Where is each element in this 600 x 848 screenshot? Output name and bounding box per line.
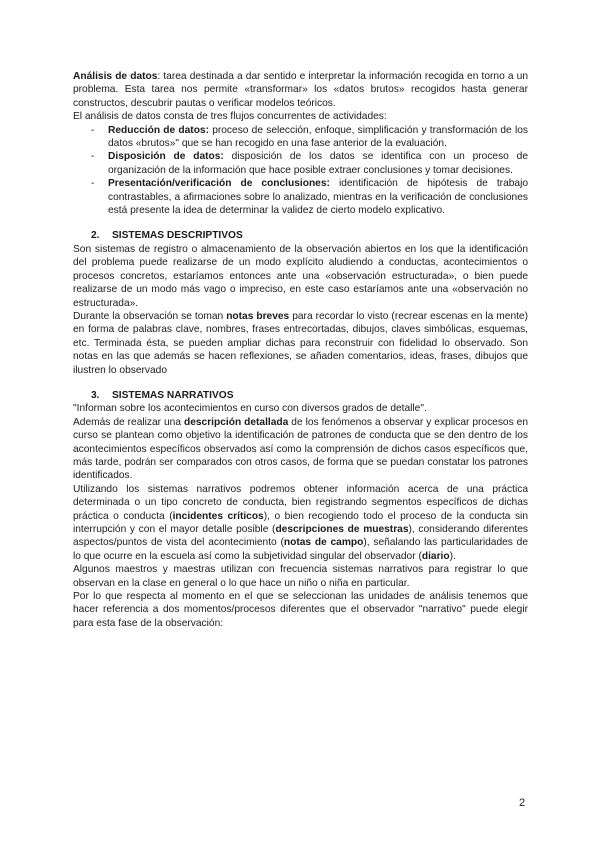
section-title: SISTEMAS NARRATIVOS	[112, 389, 234, 401]
text-run: ), señalando las particularidades de lo que ocurre en la escuela así como la subjetividad singular del observador (	[73, 537, 528, 562]
narrativos-quote: "Informan sobre los acontecimientos en curso con diversos grados de detalle".	[73, 403, 427, 415]
bold-term: incidentes críticos	[172, 510, 264, 522]
flow-text: proceso de selección, enfoque, simplificación y transformación de los datos «brutos»" que se han recogido en una fase anterior de la evaluación.	[108, 124, 528, 150]
bold-term: descripciones de muestras	[275, 524, 409, 535]
section-number: 3.	[91, 389, 100, 401]
intro-text: : tarea destinada a dar sentido e interpretar la información recogida en torno a un problema. Esta tarea nos permite «transformar» los «datos brutos» recogidos hasta generar constructos, descubrir pautas o verificar modelos teóricos.	[73, 71, 528, 109]
flows-list	[73, 124, 528, 218]
descriptivos-paragraph-2	[73, 310, 528, 377]
descriptivos-paragraph-1: Son sistemas de registro o almacenamiento de la observación abiertos en los que la identificación del problema puede realizarse de un modo explícito aludiendo a conductas, acontecimientos o procesos concretos, estaríamos entonces ante una «observación estructurada», o bien puede realizarse de un modo más vago o impreciso, en este caso estaríamos ante una «observación no estructurada».	[73, 243, 528, 309]
section-heading-descriptivos	[73, 229, 528, 242]
flow-term: Disposición de datos:	[108, 151, 224, 163]
text-run: para recordar lo visto (recrear escenas en la mente) en forma de palabras clave, nombres, frases entrecortadas, dibujos, claves simbólicas, esquemas, etc. Terminada ésta, se pueden ampliar dichas para reconstruir con fidelidad lo observado. Son notas en las que además se hacen reflexiones, se añaden comentarios, ideas, frases, dibujos que ilustren lo observado	[73, 310, 528, 376]
bullet-dash: -	[91, 124, 95, 136]
section-number: 2.	[91, 230, 100, 242]
text-run: ).	[449, 550, 456, 562]
list-item	[73, 124, 528, 151]
narrativos-paragraph-1	[73, 416, 528, 483]
intro-term: Análisis de datos	[73, 71, 158, 82]
document-body	[73, 70, 528, 630]
flow-text: identificación de hipótesis de trabajo contrastables, a afirmaciones sobre lo analizado, mientras en la verificación de conclusiones está presente la idea de determinar la validez de cierto modelo explicativo.	[108, 178, 529, 217]
page-number: 2	[519, 797, 526, 809]
text-run: Además de realizar una	[73, 416, 184, 428]
section-title: SISTEMAS DESCRIPTIVOS	[112, 230, 243, 242]
narrativos-paragraph-2	[73, 483, 528, 563]
text-run: ), considerando diferentes aspectos/puntos de vista del acontecimiento (	[73, 524, 528, 549]
list-item	[73, 150, 528, 177]
bold-term: diario	[421, 550, 450, 562]
bullet-dash: -	[91, 178, 95, 190]
intro-paragraph	[73, 70, 528, 110]
narrativos-paragraph-3: Algunos maestros y maestras utilizan con frecuencia sistemas narrativos para registrar lo que observan en la clase en general o lo que hace un niño o niña en particular.	[73, 564, 528, 589]
flow-term: Reducción de datos:	[108, 124, 209, 136]
text-run: de los fenómenos a observar y explicar procesos en curso se plantean como objetivo la identificación de patrones de conducta que se den dentro de los acontecimientos específicos observados así como la comprensión de dichos casos específicos que, más tarde, podrán ser comparados con otros casos, de forma que se puedan constatar los patrones identificados.	[73, 416, 528, 482]
bullet-dash: -	[91, 151, 95, 163]
flows-intro: El análisis de datos consta de tres flujos concurrentes de actividades:	[73, 111, 387, 123]
flow-text: disposición de los datos se identifica con un proceso de organización de la información que hace posible extraer conclusiones y tomar decisiones.	[108, 151, 528, 176]
text-run: Durante la observación se toman	[73, 310, 227, 322]
bold-term: notas de campo	[283, 537, 364, 549]
text-run: ), o bien recogiendo todo el proceso de la conducta sin interrupción y con el mayor detalle posible (	[73, 510, 528, 535]
section-heading-narrativos	[73, 389, 528, 402]
list-item	[73, 177, 528, 217]
flow-term: Presentación/verificación de conclusiones:	[108, 178, 330, 190]
narrativos-paragraph-4: Por lo que respecta al momento en el que se seleccionan las unidades de análisis tenemos que hacer referencia a dos momentos/procesos diferentes que el observador "narrativo" puede elegir para esta fase de la observación:	[73, 591, 528, 629]
bold-term: descripción detallada	[184, 416, 289, 428]
text-run: Utilizando los sistemas narrativos podremos obtener información acerca de una práctica determinada o un tipo concreto de conducta, bien registrando segmentos específicos de dichas práctica o conducta (	[73, 483, 528, 522]
bold-term: notas breves	[226, 310, 290, 322]
